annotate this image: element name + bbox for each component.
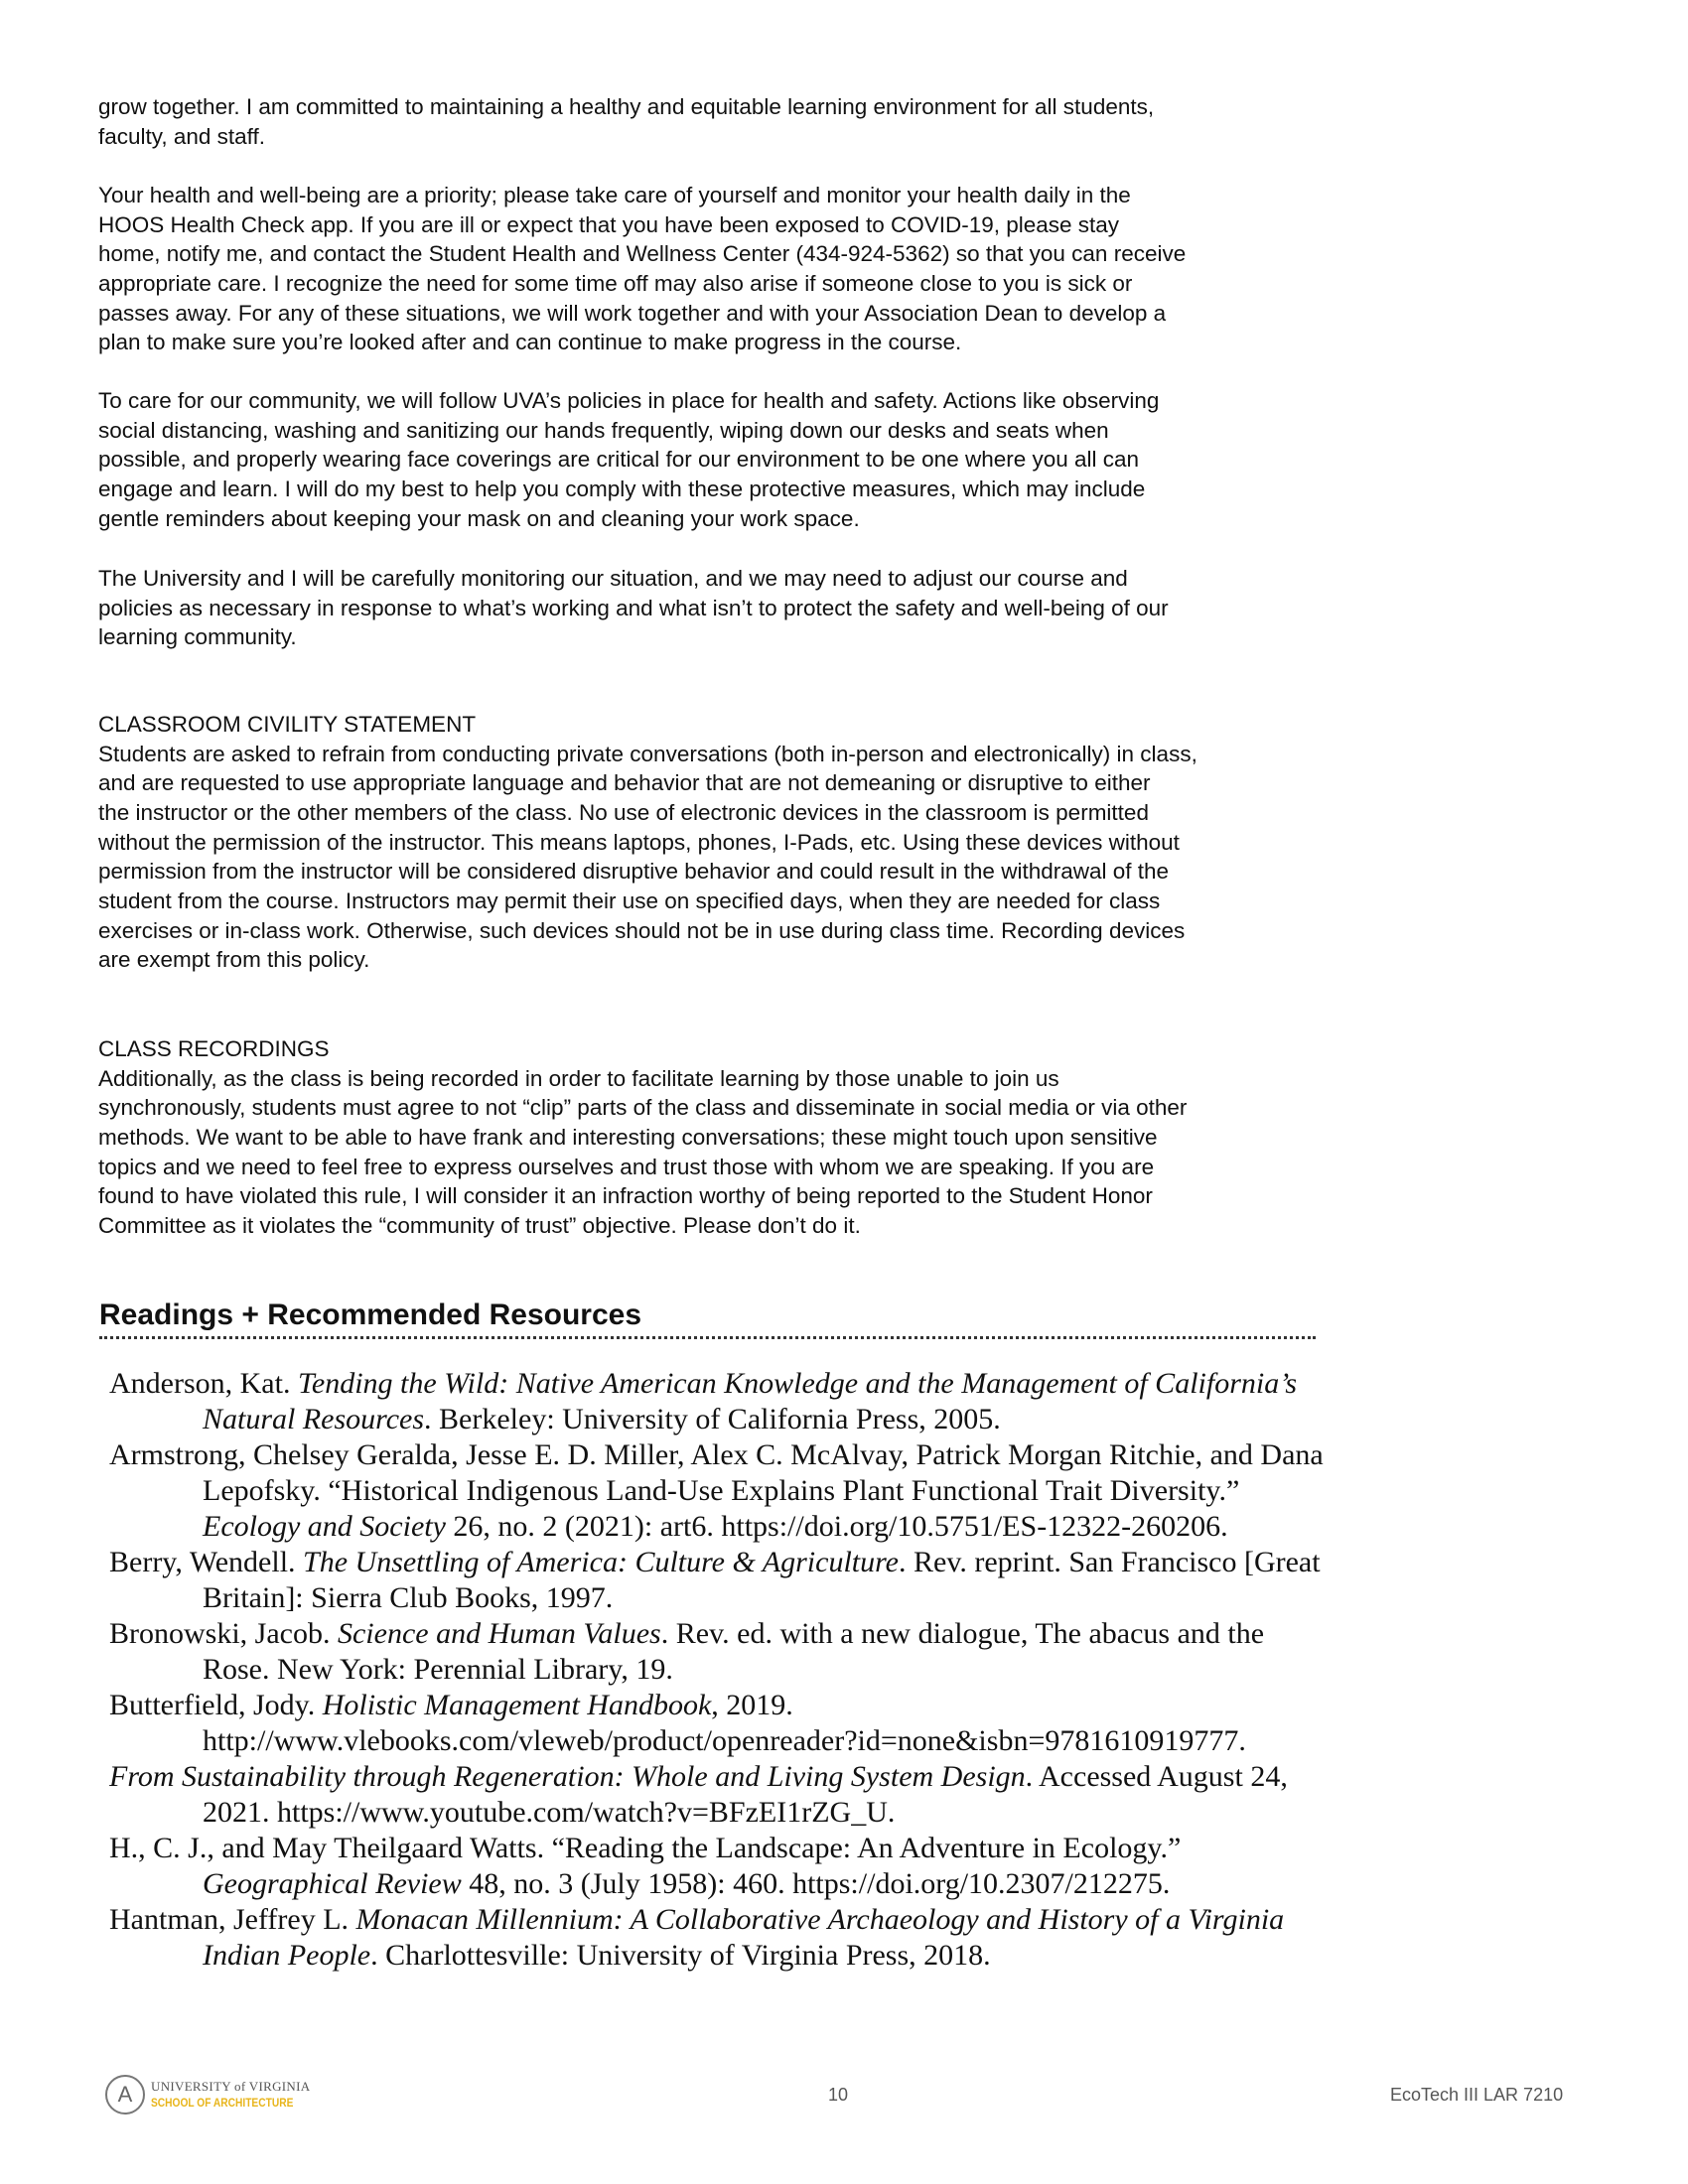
reference-text: Bronowski, Jacob. <box>109 1617 338 1650</box>
reference-text: Hantman, Jeffrey L. <box>109 1903 356 1936</box>
uva-logo <box>105 2075 319 2115</box>
logo-school: SCHOOL OF ARCHITECTURE <box>151 2096 294 2110</box>
reference-text: . Rev. ed. with a new dialogue, The abacus and the Rose. New York: Perennial Library, 19. <box>203 1617 1265 1686</box>
reference-text: Armstrong, Chelsey Geralda, Jesse E. D. Miller, Alex C. McAlvay, Patrick Morgan Ritchie, and Dana Lepofsky. “Historical Indigenous Land-Use Explains Plant Functional Trait Diversity.” <box>109 1438 1324 1507</box>
text-line: methods. We want to be able to have frank and interesting conversations; these might touch upon sensitive <box>98 1124 1158 1150</box>
reference-text: Butterfield, Jody. <box>109 1689 323 1721</box>
text-line: policies as necessary in response to what’s working and what isn’t to protect the safety and well-being of our <box>98 595 1169 620</box>
health-paragraph-community <box>98 386 1159 533</box>
text-line: permission from the instructor will be considered disruptive behavior and could result in the withdrawal of the <box>98 859 1170 885</box>
text-line: engage and learn. I will do my best to help you comply with these protective measures, which may include <box>98 476 1146 501</box>
text-line: HOOS Health Check app. If you are ill or expect that you have been exposed to COVID-19, please stay <box>98 211 1120 237</box>
text-line: are exempt from this policy. <box>98 947 370 973</box>
section-heading: CLASSROOM CIVILITY STATEMENT <box>98 712 477 737</box>
text-line: social distancing, washing and sanitizing our hands frequently, wiping down our desks and seats when <box>98 417 1109 443</box>
page-number: 10 <box>828 2085 849 2105</box>
text-line: home, notify me, and contact the Student Health and Wellness Center (434-924-5362) so that you can receive <box>98 241 1187 267</box>
reference-entry <box>109 1831 1331 1902</box>
text-line: exercises or in-class work. Otherwise, such devices should not be in use during class time. Recording devices <box>98 917 1186 943</box>
reference-title: From Sustainability through Regeneration: Whole and Living System Design <box>109 1760 1026 1793</box>
reference-entry <box>109 1902 1331 1974</box>
health-paragraph-monitoring <box>98 564 1169 652</box>
text-line: synchronously, students must agree to not “clip” parts of the class and disseminate in social media or via other <box>98 1095 1188 1121</box>
reference-list <box>109 1366 1331 1974</box>
reference-text: . Charlottesville: University of Virginia Press, 2018. <box>370 1939 991 1972</box>
text-line: student from the course. Instructors may permit their use on specified days, when they are needed for class <box>98 887 1161 913</box>
logo-university: UNIVERSITY of VIRGINIA <box>151 2079 311 2094</box>
text-line: Additionally, as the class is being recorded in order to facilitate learning by those unable to join us <box>98 1065 1059 1091</box>
text-line: grow together. I am committed to maintaining a healthy and equitable learning environment for all students, <box>98 94 1155 119</box>
text-line: passes away. For any of these situations, we will work together and with your Association Dean to develop a <box>98 300 1167 326</box>
text-line: the instructor or the other members of the class. No use of electronic devices in the classroom is permitted <box>98 799 1149 825</box>
reference-text: 26, no. 2 (2021): art6. https://doi.org/10.5751/ES-12322-260206. <box>445 1510 1228 1543</box>
reference-entry <box>109 1688 1331 1759</box>
text-line: gentle reminders about keeping your mask on and cleaning your work space. <box>98 505 860 531</box>
text-line: Your health and well-being are a priority; please take care of yourself and monitor your health daily in the <box>98 183 1131 207</box>
reference-title: Science and Human Values <box>337 1617 661 1650</box>
reference-text: 48, no. 3 (July 1958): 460. https://doi.org/10.2307/212275. <box>461 1867 1171 1900</box>
reference-title: Monacan Millennium: A Collaborative Archaeology and History of a Virginia Indian People <box>203 1903 1285 1972</box>
section-heading: CLASS RECORDINGS <box>98 1036 330 1061</box>
reference-title: The Unsettling of America: Culture & Agriculture <box>303 1546 899 1578</box>
page-footer <box>0 2075 1688 2124</box>
dotted-divider <box>99 1336 1316 1339</box>
text-line: found to have violated this rule, I will consider it an infraction worthy of being reported to the Student Honor <box>98 1183 1153 1209</box>
health-paragraph-wellbeing <box>98 181 1186 357</box>
text-line: Students are asked to refrain from conducting private conversations (both in-person and electronically) in class, <box>98 741 1197 766</box>
text-line: possible, and properly wearing face coverings are critical for our environment to be one where you all can <box>98 447 1140 473</box>
reference-text: . Rev. reprint. San Francisco [Great Britain]: Sierra Club Books, 1997. <box>203 1546 1321 1614</box>
text-line: faculty, and staff. <box>98 123 266 149</box>
text-line: learning community. <box>98 624 297 650</box>
reference-entry <box>109 1437 1331 1545</box>
text-line: plan to make sure you’re looked after and can continue to make progress in the course. <box>98 330 962 355</box>
course-label: EcoTech III LAR 7210 <box>1390 2085 1564 2105</box>
civility-section <box>98 710 1197 975</box>
reference-entry <box>109 1759 1331 1831</box>
logo-a-icon: A <box>105 2075 145 2115</box>
recordings-section <box>98 1034 1187 1241</box>
reference-entry <box>109 1545 1331 1616</box>
text-line: and are requested to use appropriate language and behavior that are not demeaning or disruptive to either <box>98 770 1151 796</box>
text-line: without the permission of the instructor. This means laptops, phones, I-Pads, etc. Using these devices without <box>98 829 1180 855</box>
reference-text: . Berkeley: University of California Press, 2005. <box>424 1403 1001 1435</box>
reference-text: . Accessed August 24, 2021. https://www.youtube.com/watch?v=BFzEI1rZG_U. <box>203 1760 1288 1829</box>
reference-title: Ecology and Society <box>203 1510 446 1543</box>
reference-text: , 2019. http://www.vlebooks.com/vleweb/product/openreader?id=none&isbn=9781610919777. <box>203 1689 1246 1757</box>
reference-text: H., C. J., and May Theilgaard Watts. “Reading the Landscape: An Adventure in Ecology.” <box>109 1832 1182 1864</box>
reference-title: Tending the Wild: Native American Knowledge and the Management of California’s Natural Resources <box>203 1367 1298 1435</box>
reference-title: Geographical Review <box>203 1867 462 1900</box>
text-line: appropriate care. I recognize the need for some time off may also arise if someone close to you is sick or <box>98 270 1133 296</box>
reference-title: Holistic Management Handbook <box>322 1689 712 1721</box>
reference-entry <box>109 1616 1331 1688</box>
text-line: The University and I will be carefully monitoring our situation, and we may need to adjust our course and <box>98 566 1128 591</box>
readings-heading: Readings + Recommended Resources <box>99 1298 642 1331</box>
text-line: To care for our community, we will follow UVA’s policies in place for health and safety. Actions like observing <box>98 388 1160 413</box>
text-line: Committee as it violates the “community of trust” objective. Please don’t do it. <box>98 1212 861 1238</box>
reference-text: Anderson, Kat. <box>109 1367 298 1400</box>
health-paragraph-intro <box>98 92 1154 151</box>
reference-text: Berry, Wendell. <box>109 1546 304 1578</box>
text-line: topics and we need to feel free to express ourselves and trust those with whom we are speaking. If you are <box>98 1154 1155 1179</box>
reference-entry <box>109 1366 1331 1437</box>
